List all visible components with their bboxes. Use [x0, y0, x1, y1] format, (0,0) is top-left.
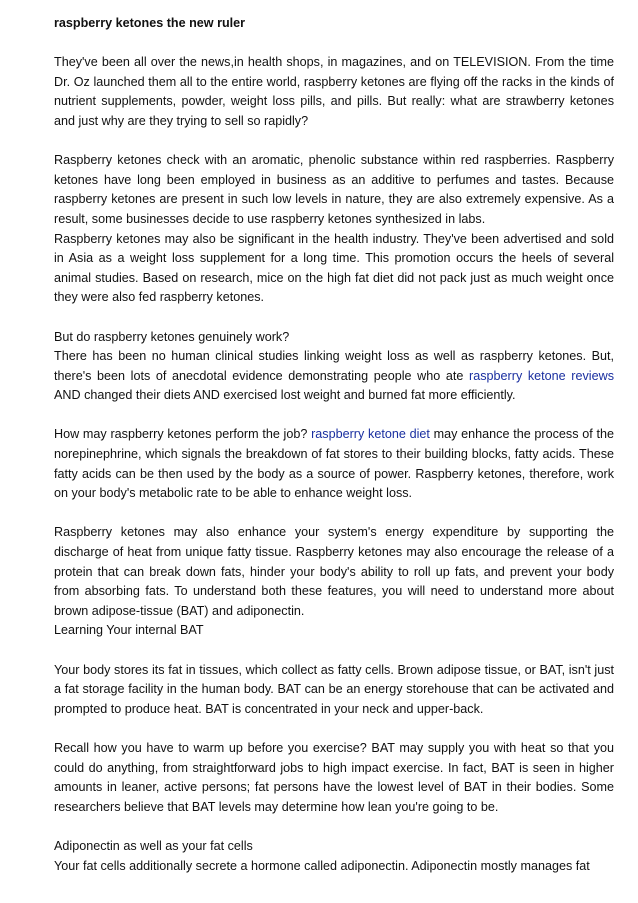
text-run: There has been no human clinical studies linking weight loss as well as raspberry ketones. But, there's been lots of anecdotal evidence demonstrating people who ate [54, 349, 614, 383]
paragraph-energy-expenditure: Raspberry ketones may also enhance your system's energy expenditure by supporting the discharge of heat from unique fatty tissue. Raspberry ketones may also encourage the release of a protein that can break down fats, hinder your body's ability to roll up fats, and prevent your body from absorbing fats. To understand both these features, you will need to understand more about brown adipose-tissue (BAT) and adiponectin. [54, 525, 614, 618]
paragraph-adiponectin: Your fat cells additionally secrete a hormone called adiponectin. Adiponectin mostly manages fat [54, 858, 590, 873]
text-run: AND changed their diets AND exercised lost weight and burned fat more efficiently. [54, 388, 516, 403]
text-run: How may raspberry ketones perform the job? [54, 427, 312, 442]
paragraph-warm-up: Recall how you have to warm up before you exercise? BAT may supply you with heat so that you could do anything, from straightforward jobs to high impact exercise. In fact, BAT is seen in higher amounts in leaner, active persons; fat persons have the lowest level of BAT in their bodies. Some researchers believe that BAT levels may determine how lean you're going to be. [54, 740, 614, 814]
section-heading-adiponectin: Adiponectin as well as your fat cells [54, 838, 253, 853]
paragraph-health-industry: Raspberry ketones may also be significant in the health industry. They've been advertised and sold in Asia as a weight loss supplement for a long time. This promotion occurs the heels of several animal studies. Based on research, mice on the high fat diet did not pack just as much weight once they were also fed raspberry ketones. [54, 231, 614, 305]
raspberry-ketone-reviews-link[interactable]: raspberry ketone reviews [469, 368, 614, 383]
paragraph-bat: Your body stores its fat in tissues, which collect as fatty cells. Brown adipose tissue, or BAT, isn't just a fat storage facility in the human body. BAT can be an energy storehouse that can be activated and prompted to produce heat. BAT is concentrated in your neck and upper-back. [54, 662, 614, 716]
raspberry-ketone-diet-link[interactable]: raspberry ketone diet [311, 427, 430, 442]
paragraph-intro: They've been all over the news,in health shops, in magazines, and on TELEVISION. From the time Dr. Oz launched them all to the entire world, raspberry ketones are flying off the racks in the kinds of nutrient supplements, powder, weight loss pills, and pills. But really: what are strawberry ketones and just why are they trying to sell so rapidly? [54, 55, 614, 128]
paragraph-question: But do raspberry ketones genuinely work? [54, 329, 290, 344]
document-page [54, 14, 614, 876]
paragraph-definition: Raspberry ketones check with an aromatic, phenolic substance within red raspberries. Raspberry ketones have long been employed in business as an additive to perfumes and tastes. Because raspberry ketones are present in such low levels in nature, they are also extremely expensive. As a result, some businesses decide to use raspberry ketones synthesized in labs. [54, 153, 614, 226]
paragraph-mechanism [54, 425, 614, 503]
paragraph-evidence [54, 347, 614, 406]
section-heading-bat: Learning Your internal BAT [54, 623, 204, 638]
page-title: raspberry ketones the new ruler [54, 16, 246, 30]
text-run: may enhance the process of the norepinephrine, which signals the breakdown of fat stores to their building blocks, fatty acids. These fatty acids can be then used by the body as a source of power. Raspberry ketones, therefore, work on your body's metabolic rate to be able to enhance weight loss. [54, 427, 614, 501]
